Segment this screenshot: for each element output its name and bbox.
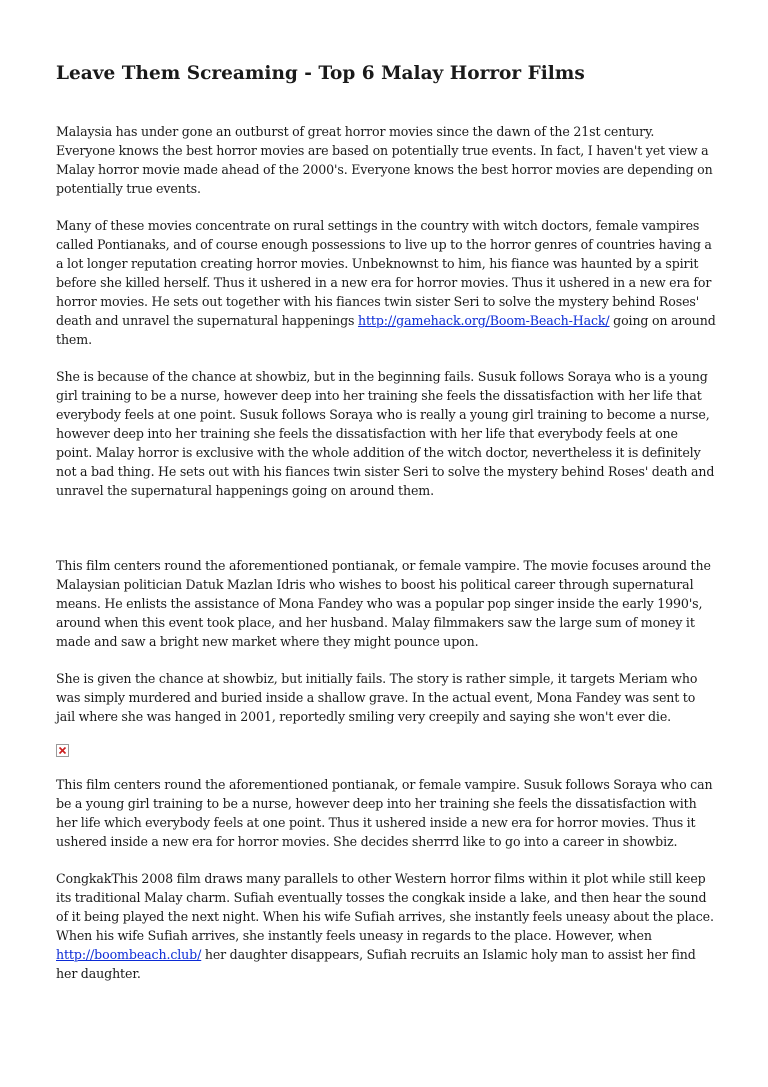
document-page xyxy=(56,0,716,983)
paragraph-1: Malaysia has under gone an outburst of great horror movies since the dawn of the 21st century. Everyone knows the best horror movies are based on potentially true events. In fact, I haven't yet view a Malay horror movie made ahead of the 2000's. Everyone knows the best horror movies are depending on potentially true events. xyxy=(56,124,713,196)
broken-image-icon xyxy=(56,744,69,757)
paragraph-2 xyxy=(56,216,716,349)
paragraph-2-text: Many of these movies concentrate on rural settings in the country with witch doctors, female vampires called Pontianaks, and of course enough possessions to live up to the horror genres of countries having a a lot longer reputation creating horror movies. Unbeknownst to him, his fiance was haunted by a spirit before she killed herself. Thus it ushered in a new era for horror movies. Thus it ushered in a new era for horror movies. He sets out together with his fiances twin sister Seri to solve the mystery behind Roses' death and unravel the supernatural happenings xyxy=(56,218,712,328)
paragraph-5: She is given the chance at showbiz, but initially fails. The story is rather simple, it targets Meriam who was simply murdered and buried inside a shallow grave. In the actual event, Mona Fandey was sent to jail where she was hanged in 2001, reportedly smiling very creepily and saying she won't ever die. xyxy=(56,671,698,724)
paragraph-3: She is because of the chance at showbiz, but in the beginning fails. Susuk follows Soraya who is a young girl training to be a nurse, however deep into her training she feels the dissatisfaction with her life that everybody feels at one point. Susuk follows Soraya who is really a young girl training to become a nurse, however deep into her training she feels the dissatisfaction with her life that everybody feels at one point. Malay horror is exclusive with the whole addition of the witch doctor, nevertheless it is definitely not a bad thing. He sets out with his fiances twin sister Seri to solve the mystery behind Roses' death and unravel the supernatural happenings going on around them. xyxy=(56,369,715,498)
boombeach-link[interactable]: http://boombeach.club/ xyxy=(56,947,202,962)
paragraph-7 xyxy=(56,869,716,983)
paragraph-7-text: CongkakThis 2008 film draws many parallels to other Western horror films within it plot while still keep its traditional Malay charm. Sufiah eventually tosses the congkak inside a lake, and then hear the sound of it being played the next night. When his wife Sufiah arrives, she instantly feels uneasy about the place. When his wife Sufiah arrives, she instantly feels uneasy in regards to the place. However, when xyxy=(56,871,714,943)
paragraph-7-tail: her daughter disappears, Sufiah recruits an Islamic holy man to assist her find her daughter. xyxy=(56,947,696,981)
page-title: Leave Them Screaming - Top 6 Malay Horror Films xyxy=(56,63,585,84)
paragraph-6: This film centers round the aforementioned pontianak, or female vampire. Susuk follows Soraya who can be a young girl training to be a nurse, however deep into her training she feels the dissatisfaction with her life which everybody feels at one point. Thus it ushered inside a new era for horror movies. Thus it ushered inside a new era for horror movies. She decides sherrrd like to go into a career in showbiz. xyxy=(56,777,713,849)
gamehack-link[interactable]: http://gamehack.org/Boom-Beach-Hack/ xyxy=(357,313,610,328)
paragraph-2-tail: going on around them. xyxy=(56,313,716,347)
paragraph-4: This film centers round the aforementioned pontianak, or female vampire. The movie focuses around the Malaysian politician Datuk Mazlan Idris who wishes to boost his political career through supernatural means. He enlists the assistance of Mona Fandey who was a popular pop singer inside the early 1990's, around when this event took place, and her husband. Malay filmmakers saw the large sum of money it made and saw a bright new market where they might pounce upon. xyxy=(56,558,711,649)
